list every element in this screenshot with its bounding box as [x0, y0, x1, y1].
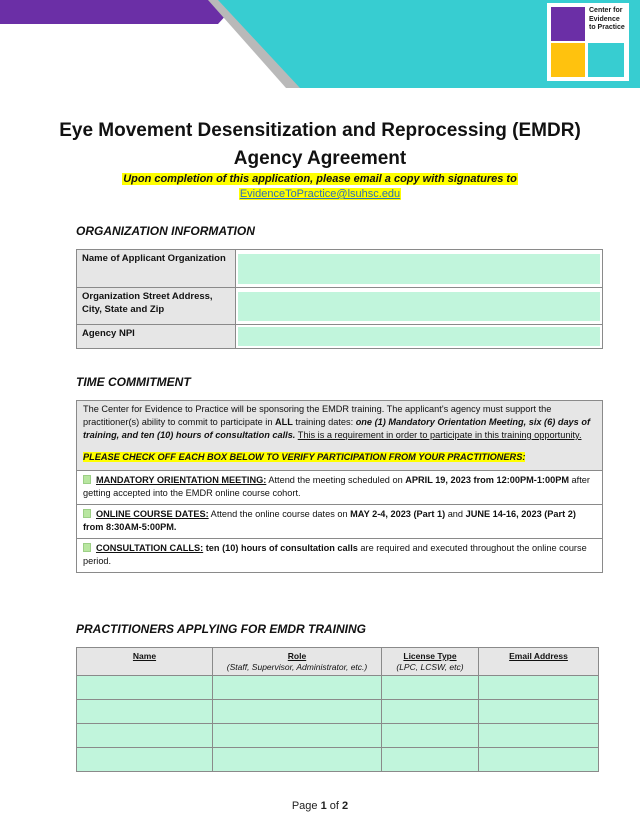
practitioner-email-input[interactable]: [479, 700, 599, 724]
practitioners-header-row: [77, 648, 599, 676]
practitioner-license-input[interactable]: [382, 748, 479, 772]
practitioner-email-input[interactable]: [479, 724, 599, 748]
practitioner-license-input[interactable]: [382, 700, 479, 724]
time-commitment-box: [76, 400, 603, 573]
table-row: [77, 724, 599, 748]
center-logo: [547, 3, 629, 81]
practitioner-name-input[interactable]: [77, 748, 213, 772]
org-section-heading: ORGANIZATION INFORMATION: [76, 224, 255, 238]
col-name-header: Name: [77, 648, 213, 676]
practitioner-license-input[interactable]: [382, 676, 479, 700]
col-email-header: Email Address: [479, 648, 599, 676]
banner-purple-band: [0, 0, 240, 24]
org-name-label: Name of Applicant Organization: [77, 250, 236, 288]
online-course-checkbox[interactable]: [83, 509, 91, 518]
time-commitment-intro: The Center for Evidence to Practice will be sponsoring the EMDR training. The applicant's agency must support the practitioner(s) ability to commit to participate in ALL training dates: one (1) Mandatory Orientation Meeting, six (6) days of training, and ten (10) hours of consultation calls. This is a requirement in order to participate in this training opportunity. PLEASE CHECK OFF EACH BOX BELOW TO VERIFY PARTICIPATION FROM YOUR PRACTITIONERS:: [77, 401, 602, 471]
practitioner-name-input[interactable]: [77, 700, 213, 724]
org-row-npi: [77, 325, 603, 349]
time-section-heading: TIME COMMITMENT: [76, 375, 191, 389]
org-row-name: [77, 250, 603, 288]
orientation-checkbox[interactable]: [83, 475, 91, 484]
org-name-input[interactable]: [238, 254, 600, 284]
submission-note: Upon completion of this application, please email a copy with signatures to: [123, 173, 517, 185]
practitioner-email-input[interactable]: [479, 676, 599, 700]
practitioners-section-heading: PRACTITIONERS APPLYING FOR EMDR TRAINING: [76, 622, 367, 636]
col-license-header: License Type (LPC, LCSW, etc): [382, 648, 479, 676]
org-row-address: [77, 288, 603, 325]
practitioner-role-input[interactable]: [213, 700, 382, 724]
practitioner-name-input[interactable]: [77, 724, 213, 748]
consultation-item: CONSULTATION CALLS: ten (10) hours of consultation calls are required and executed throughout the online course period.: [83, 543, 587, 566]
practitioner-name-input[interactable]: [77, 676, 213, 700]
col-role-header: Role (Staff, Supervisor, Administrator, etc.): [213, 648, 382, 676]
practitioner-license-input[interactable]: [382, 724, 479, 748]
org-npi-input[interactable]: [238, 327, 600, 346]
practitioner-role-input[interactable]: [213, 676, 382, 700]
org-address-input[interactable]: [238, 292, 600, 321]
page-title-line-2: Agency Agreement: [233, 148, 407, 169]
org-npi-label: Agency NPI: [77, 325, 236, 349]
logo-text: Center for Evidence to Practice: [589, 7, 625, 31]
practitioners-table: [76, 647, 599, 772]
email-line: [0, 188, 640, 200]
practitioner-role-input[interactable]: [213, 748, 382, 772]
table-row: [77, 700, 599, 724]
table-row: [77, 748, 599, 772]
practitioner-role-input[interactable]: [213, 724, 382, 748]
org-npi-field-cell: [236, 325, 603, 349]
orientation-item: MANDATORY ORIENTATION MEETING: Attend the meeting scheduled on APRIL 19, 2023 from 12:00PM-1:00PM after getting accepted into the EMDR online course cohort.: [77, 471, 602, 505]
org-address-field-cell: [236, 288, 603, 325]
practitioner-email-input[interactable]: [479, 748, 599, 772]
page-title-line-1: Eye Movement Desensitization and Reprocessing (EMDR): [59, 120, 581, 141]
org-address-label: Organization Street Address, City, State and Zip: [77, 288, 236, 325]
verification-warning: PLEASE CHECK OFF EACH BOX BELOW TO VERIFY PARTICIPATION FROM YOUR PRACTITIONERS:: [83, 452, 526, 462]
org-name-field-cell: [236, 250, 603, 288]
page-number: Page 1 of 2: [291, 800, 349, 812]
online-course-item: ONLINE COURSE DATES: Attend the online course dates on MAY 2-4, 2023 (Part 1) and JUNE 14-16, 2023 (Part 2) from 8:30AM-5:00PM.: [77, 505, 602, 539]
email-link[interactable]: EvidenceToPractice@lsuhsc.edu: [239, 188, 401, 200]
consultation-checkbox[interactable]: [83, 543, 91, 552]
header-banner: [0, 0, 640, 90]
table-row: [77, 676, 599, 700]
org-info-table: [76, 249, 603, 349]
